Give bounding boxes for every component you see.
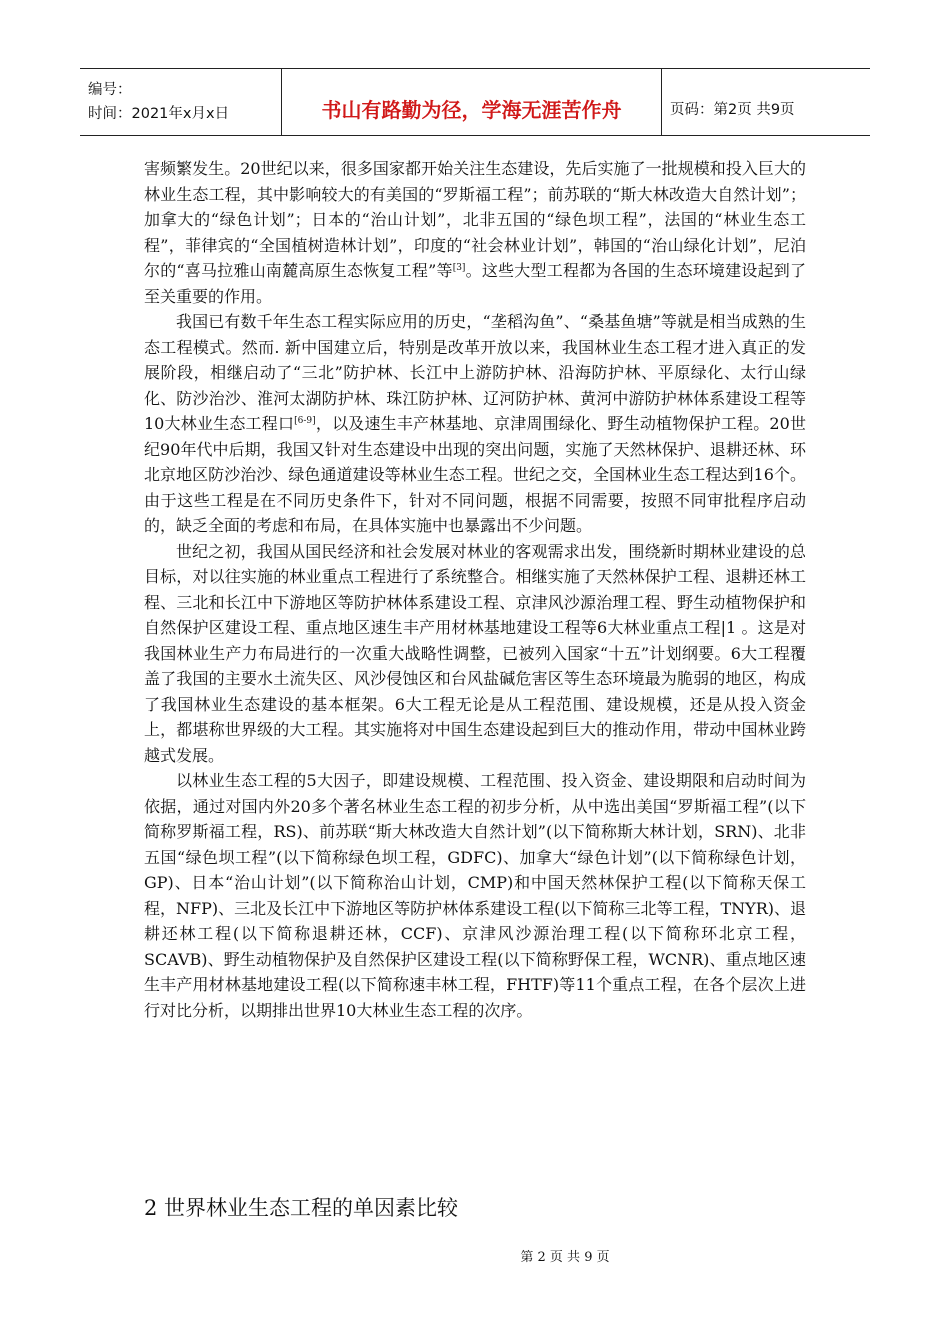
citation: [6-9]	[294, 416, 316, 426]
paragraph-3: 世纪之初，我国从国民经济和社会发展对林业的客观需求出发，围绕新时期林业建设的总目标，对以往实施的林业重点工程进行了系统整合。相继实施了天然林保护工程、退耕还林工程、三北和长江中下游地区等防护林体系建设工程、京津风沙源治理工程、野生动植物保护和自然保护区建设工程、重点地区速生丰产用材林基地建设工程等6大林业重点工程|1 。这是对我国林业生产力布局进行的一次重大战略性调整，已被列入国家“十五”计划纲要。6大工程覆盖了我国的主要水土流失区、风沙侵蚀区和台风盐碱危害区等生态环境最为脆弱的地区，构成了我国林业生态建设的基本框架。6大工程无论是从工程范围、建设规模，还是从投入资金上，都堪称世界级的大工程。其实施将对中国生态建设起到巨大的推动作用，带动中国林业跨越式发展。	[144, 541, 806, 765]
header-page-label: 页码：第2页 共9页	[670, 101, 795, 118]
page-footer: 第 2 页 共 9 页	[520, 1250, 610, 1265]
paragraph-4: 以林业生态工程的5大因子，即建设规模、工程范围、投入资金、建设期限和启动时间为依据，通过对国内外20多个著名林业生态工程的初步分析，从中选出美国“罗斯福工程”(以下简称罗斯福工程，RS)、前苏联“斯大林改造大自然计划”(以下简称斯大林计划，SRN)、北非五国“绿色坝工程”(以下简称绿色坝工程，GDFC)、加拿大“绿色计划”(以下简称绿色计划，GP)、日本“治山计划”(以下简称治山计划，CMP)和中国天然林保护工程(以下简称天保工程，NFP)、三北及长江中下游地区等防护林体系建设工程(以下简称三北等工程，TNYR)、退耕还林工程(以下简称退耕还林，CCF)、京津风沙源治理工程(以下简称环北京工程，SCAVB)、野生动植物保护及自然保护区建设工程(以下简称野保工程，WCNR)、重点地区速生丰产用材林基地建设工程(以下简称速丰林工程，FHTF)等11个重点工程，在各个层次上进行对比分析，以期排出世界10大林业生态工程的次序。	[144, 771, 806, 1020]
document-time-label: 时间：2021年x月x日	[88, 106, 230, 122]
paragraph-1: 害频繁发生。20世纪以来，很多国家都开始关注生态建设，先后实施了一批规模和投入巨大的林业生态工程，其中影响较大的有美国的“罗斯福工程”；前苏联的“斯大林改造大自然计划”；加拿大的“绿色计划”；日本的“治山计划”，北非五国的“绿色坝工程”，法国的“林业生态工程”，菲律宾的“全国植树造林计划”，印度的“社会林业计划”，韩国的“治山绿化计划”，尼泊尔的“喜马拉雅山南麓高原生态恢复工程”等[3]。这些大型工程都为各国的生态环境建设起到了至关重要的作用。	[144, 159, 806, 306]
section-heading: 2 世界林业生态工程的单因素比较	[144, 1196, 459, 1220]
header-info	[80, 69, 282, 135]
document-number-label: 编号：	[88, 82, 132, 98]
header-motto: 书山有路勤为径，学海无涯苦作舟	[282, 69, 662, 135]
document-body	[144, 156, 806, 1023]
paragraph-2: 我国已有数千年生态工程实际应用的历史，“垄稻沟鱼”、“桑基鱼塘”等就是相当成熟的生态工程模式。然而. 新中国建立后，特别是改革开放以来，我国林业生态工程才进入真正的发展阶段，相继启动了“三北”防护林、长江中上游防护林、沿海防护林、平原绿化、太行山绿化、防沙治沙、淮河太湖防护林、珠江防护林、辽河防护林、黄河中游防护林体系建设工程等10大林业生态工程口[6-9]，以及速生丰产林基地、京津周围绿化、野生动植物保护工程。20世纪90年代中后期，我国又针对生态建设中出现的突出问题，实施了天然林保护、退耕还林、环北京地区防沙治沙、绿色通道建设等林业生态工程。世纪之交，全国林业生态工程达到16个。由于这些工程是在不同历史条件下，针对不同问题，根据不同需要，按照不同审批程序启动的，缺乏全面的考虑和布局，在具体实施中也暴露出不少问题。	[144, 312, 806, 535]
citation: [3]	[452, 263, 466, 273]
page-header	[80, 68, 870, 136]
